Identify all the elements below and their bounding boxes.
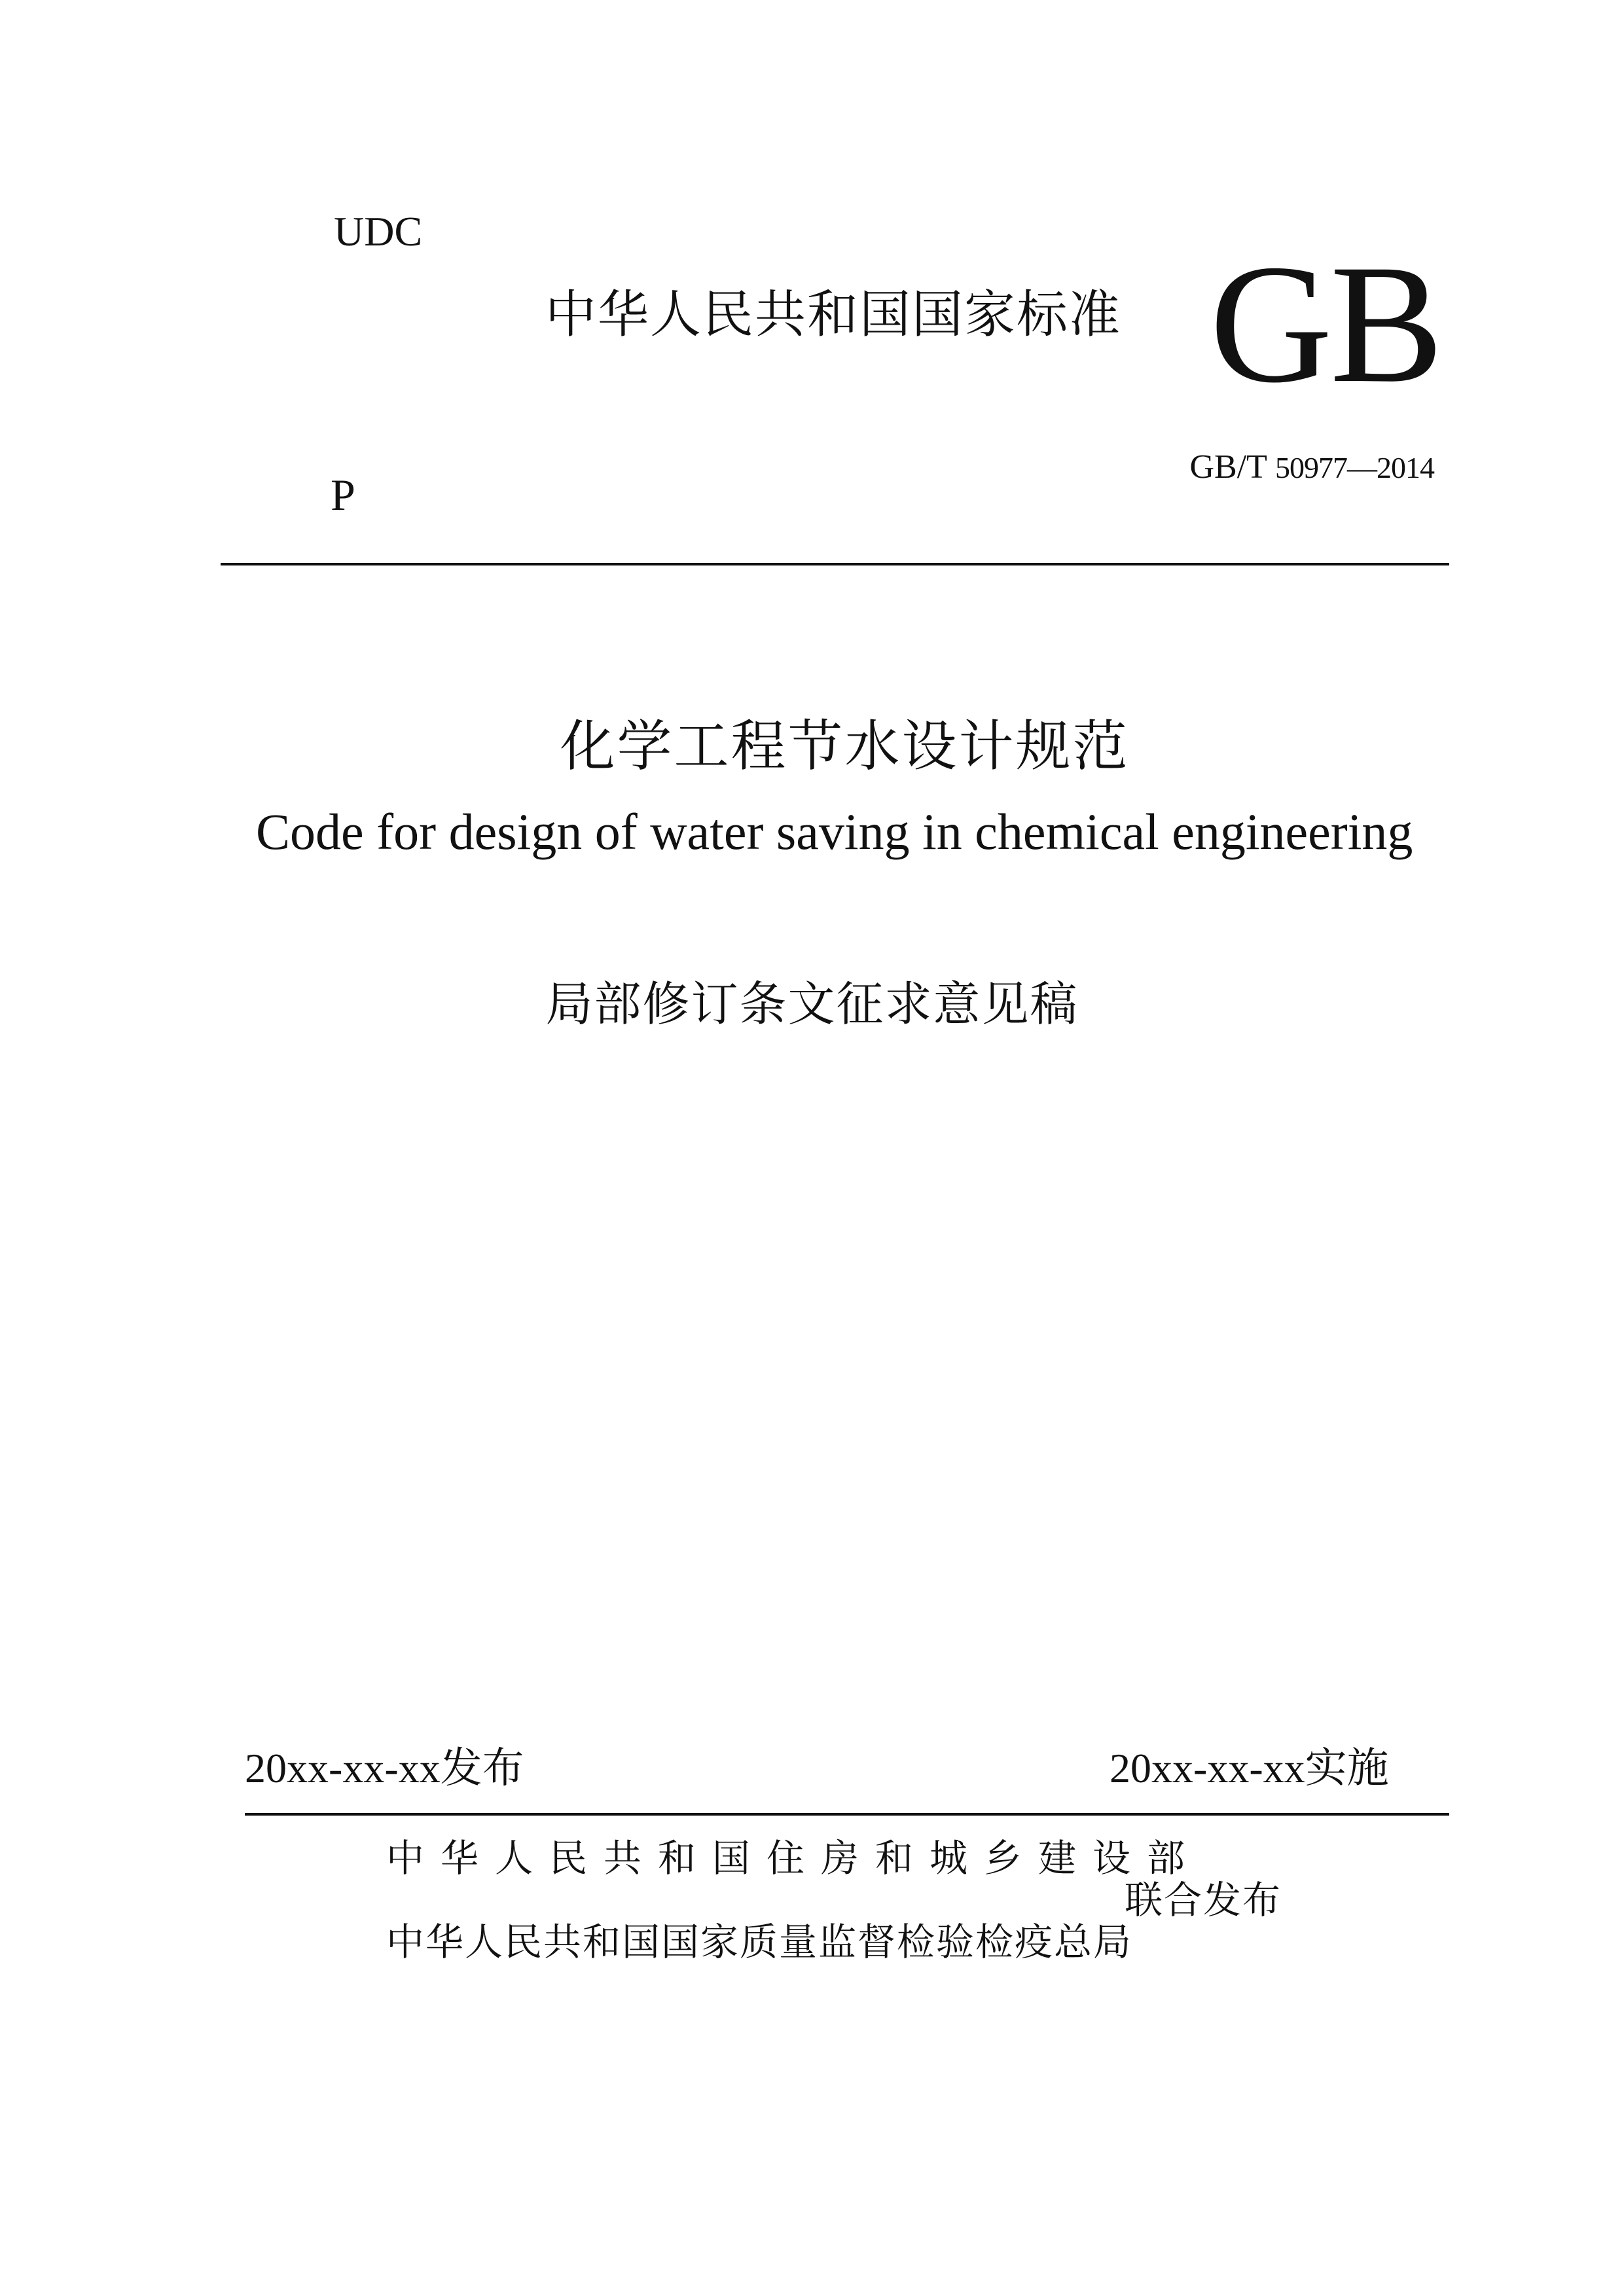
top-divider bbox=[221, 563, 1449, 565]
title-chinese: 化学工程节水设计规范 bbox=[560, 714, 1130, 778]
draft-note: 局部修订条文征求意见稿 bbox=[545, 977, 1079, 1031]
standard-prefix: GB/T bbox=[1189, 448, 1275, 486]
effective-date: 20xx-xx-xx实施 bbox=[1110, 1745, 1389, 1791]
classification-code: P bbox=[331, 470, 355, 520]
bottom-divider bbox=[245, 1813, 1449, 1816]
national-standard-heading: 中华人民共和国国家标准 bbox=[545, 285, 1122, 344]
standard-number bbox=[1189, 450, 1434, 484]
udc-label: UDC bbox=[334, 208, 423, 255]
standard-code: 50977—2014 bbox=[1275, 451, 1434, 484]
gb-logo: GB bbox=[1210, 230, 1441, 418]
title-english: Code for design of water saving in chemical engineering bbox=[256, 803, 1413, 860]
publish-date: 20xx-xx-xx发布 bbox=[245, 1745, 524, 1791]
issuer-ministry-housing: 中华人民共和国住房和城乡建设部 bbox=[386, 1836, 1202, 1880]
joint-release-label: 联合发布 bbox=[1125, 1878, 1282, 1922]
issuer-quality-supervision: 中华人民共和国国家质量监督检验检疫总局 bbox=[386, 1920, 1133, 1964]
